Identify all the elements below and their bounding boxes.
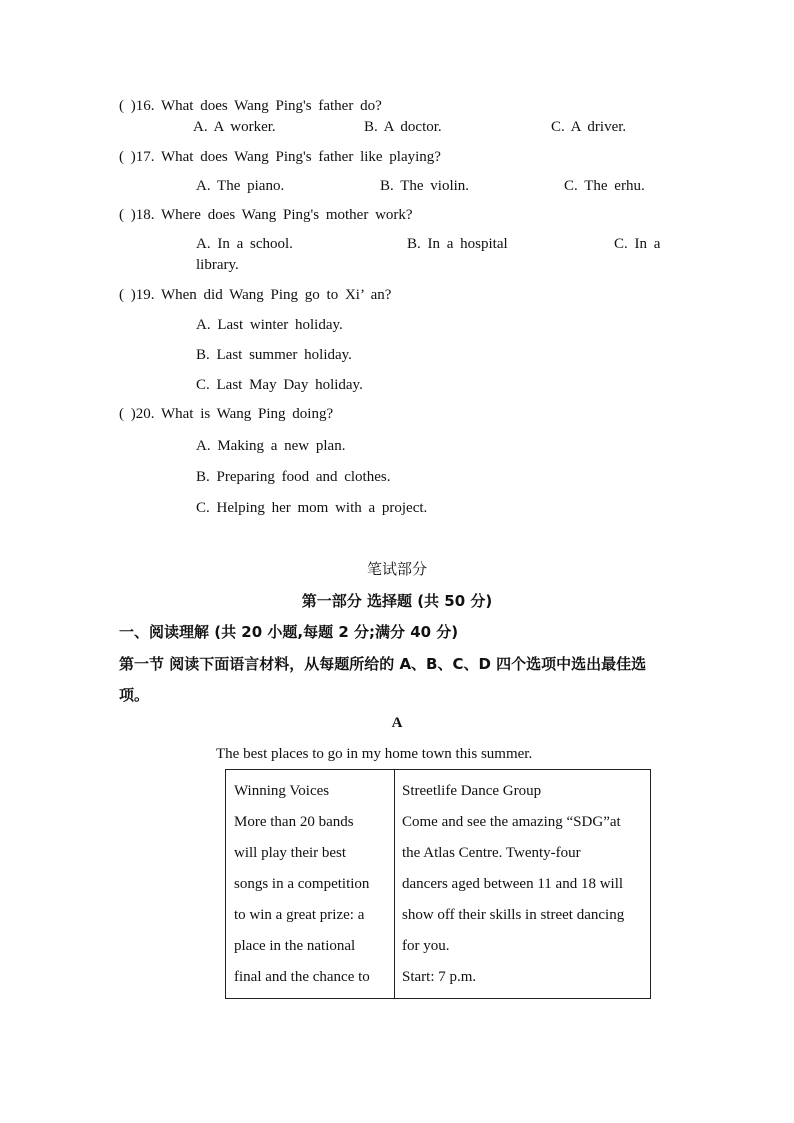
q20-option-b[interactable]: B. Preparing food and clothes. <box>196 469 391 485</box>
right-cell-line: show off their skills in street dancing <box>402 907 625 923</box>
q17-option-c[interactable]: C. The erhu. <box>564 178 645 194</box>
left-cell-line: will play their best <box>234 845 347 861</box>
passage-label: A <box>391 715 403 731</box>
right-cell-line: Streetlife Dance Group <box>402 783 542 799</box>
table-column-divider <box>394 770 395 998</box>
left-cell-line: songs in a competition <box>234 876 370 892</box>
right-cell-line: Start: 7 p.m. <box>402 969 477 985</box>
right-cell-line: Come and see the amazing “SDG”at <box>402 814 621 830</box>
part-title: 第一部分 选择题 (共 50 分) <box>301 592 493 610</box>
left-cell-line: place in the national <box>234 938 356 954</box>
instruction-line-1: 第一节 阅读下面语言材料，从每题所给的 A、B、C、D 四个选项中选出最佳选 <box>119 655 647 673</box>
q16-option-b[interactable]: B. A doctor. <box>364 119 442 135</box>
q17-option-a[interactable]: A. The piano. <box>196 178 285 194</box>
right-cell-line: dancers aged between 11 and 18 will <box>402 876 624 892</box>
question-20: ( )20. What is Wang Ping doing? <box>119 406 334 422</box>
right-cell-line: for you. <box>402 938 450 954</box>
q16-option-c[interactable]: C. A driver. <box>551 119 627 135</box>
q19-option-b[interactable]: B. Last summer holiday. <box>196 347 352 363</box>
question-16: ( )16. What does Wang Ping's father do? <box>119 98 382 114</box>
q17-option-b[interactable]: B. The violin. <box>380 178 470 194</box>
left-cell-line: to win a great prize: a <box>234 907 365 923</box>
q20-option-a[interactable]: A. Making a new plan. <box>196 438 346 454</box>
left-cell-line: Winning Voices <box>234 783 330 799</box>
question-17: ( )17. What does Wang Ping's father like playing? <box>119 149 441 165</box>
q18-option-a[interactable]: A. In a school. <box>196 236 293 252</box>
q19-option-a[interactable]: A. Last winter holiday. <box>196 317 343 333</box>
right-cell-line: the Atlas Centre. Twenty-four <box>402 845 581 861</box>
instruction-line-2: 项。 <box>119 686 150 704</box>
passage-intro: The best places to go in my home town this summer. <box>216 746 533 762</box>
events-table <box>225 769 651 999</box>
question-19: ( )19. When did Wang Ping go to Xi’ an? <box>119 287 392 303</box>
reading-heading: 一、阅读理解 (共 20 小题,每题 2 分;满分 40 分) <box>119 623 459 641</box>
q16-option-a[interactable]: A. A worker. <box>193 119 276 135</box>
section-title: 笔试部分 <box>366 560 427 578</box>
q20-option-c[interactable]: C. Helping her mom with a project. <box>196 500 428 516</box>
left-cell-line: final and the chance to <box>234 969 370 985</box>
q18-option-b[interactable]: B. In a hospital <box>407 236 508 252</box>
q18-option-c-continued: library. <box>196 257 239 273</box>
question-18: ( )18. Where does Wang Ping's mother work? <box>119 207 413 223</box>
q18-option-c[interactable]: C. In a <box>614 236 661 252</box>
left-cell-line: More than 20 bands <box>234 814 354 830</box>
q19-option-c[interactable]: C. Last May Day holiday. <box>196 377 363 393</box>
